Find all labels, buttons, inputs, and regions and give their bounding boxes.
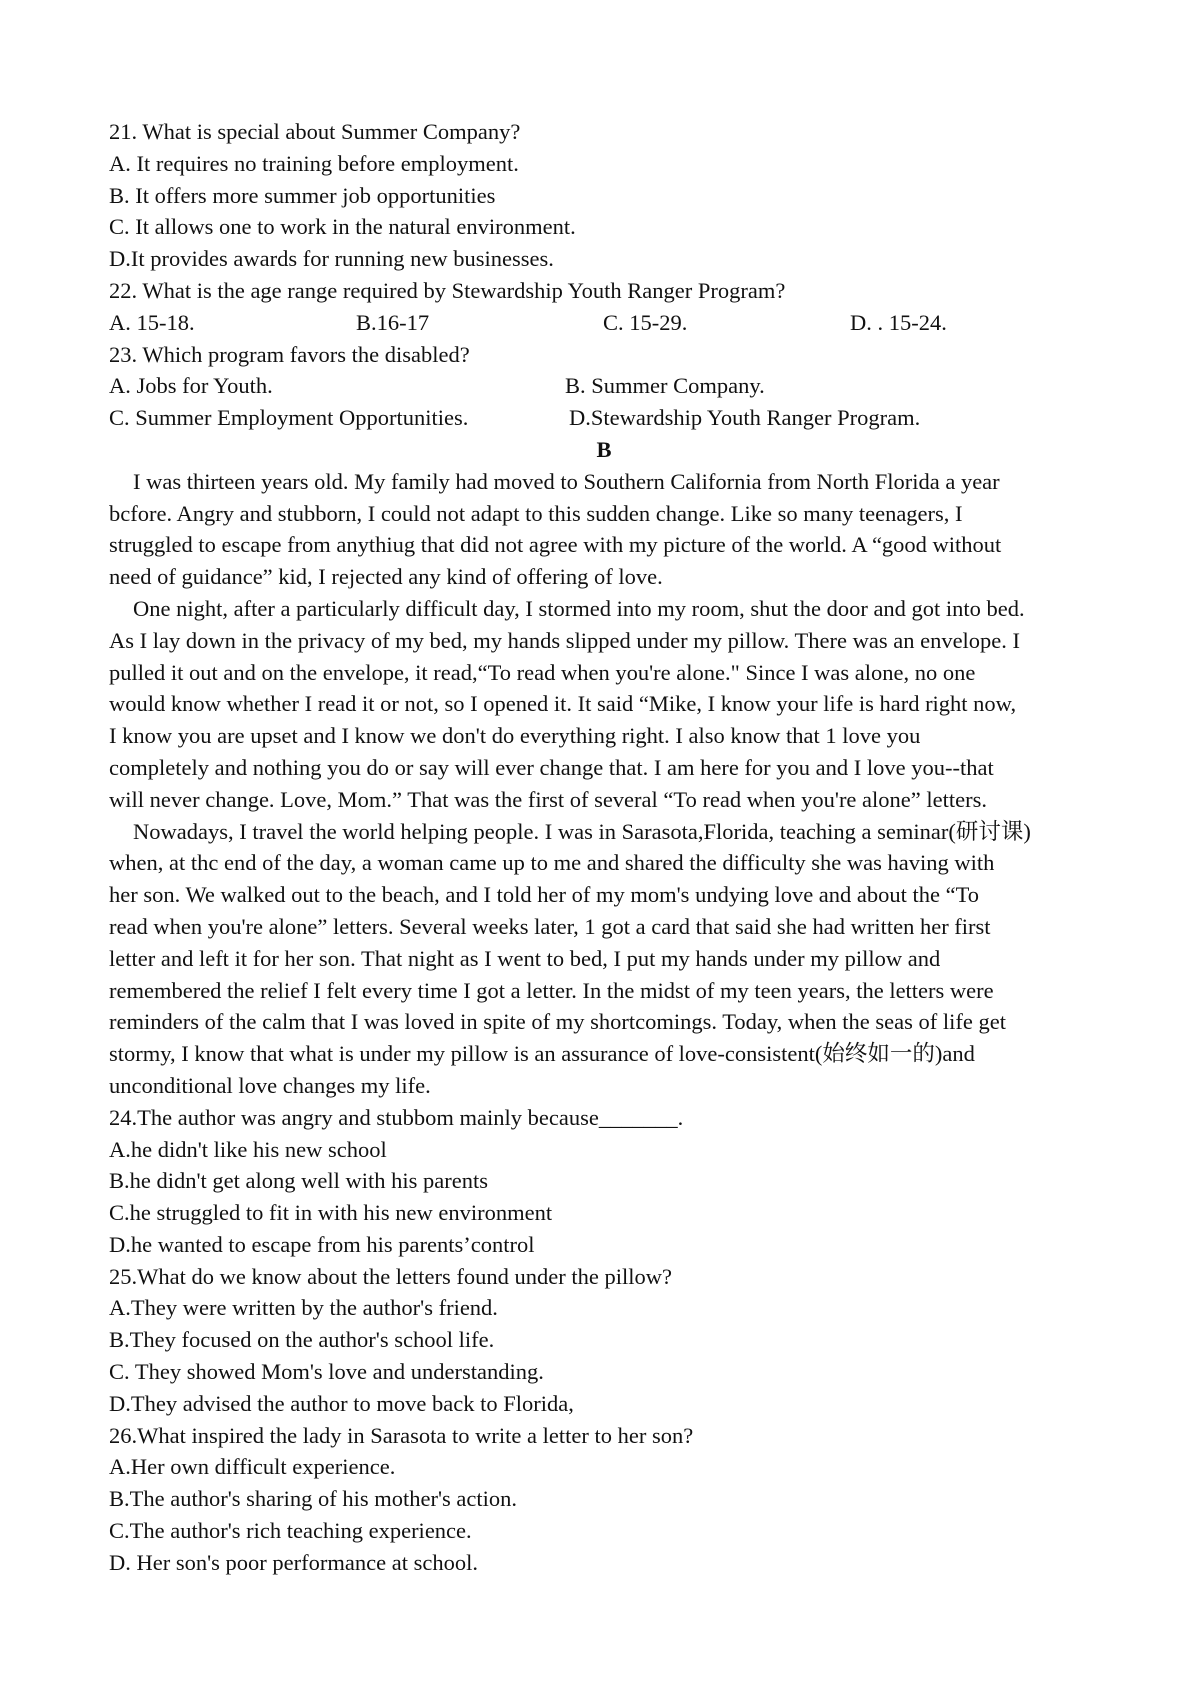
section-heading: B xyxy=(596,436,612,462)
passage-paragraph xyxy=(109,816,1109,1102)
page-content xyxy=(109,116,1109,1579)
option-d: D. Her son's poor performance at school. xyxy=(109,1549,478,1575)
passage-line: bcfore. Angry and stubborn, I could not adapt to this sudden change. Like so many teenagers, I xyxy=(109,500,963,526)
option-b: B.The author's sharing of his mother's action. xyxy=(109,1486,518,1512)
passage-line: would know whether I read it or not, so I opened it. It said “Mike, I know your life is hard right now, xyxy=(109,691,1017,717)
option-c: C. They showed Mom's love and understanding. xyxy=(109,1359,544,1385)
reading-passage xyxy=(109,466,1109,1102)
option-c: C. 15-29. xyxy=(603,309,688,335)
option-b: B. Summer Company. xyxy=(565,373,765,399)
options-row xyxy=(109,307,1109,339)
option-d: D.he wanted to escape from his parents’control xyxy=(109,1231,535,1257)
passage-line: remembered the relief I felt every time I got a letter. In the midst of my teen years, the letters were xyxy=(109,977,994,1003)
question-stem: 26.What inspired the lady in Sarasota to write a letter to her son? xyxy=(109,1422,694,1448)
option-b: B.16-17 xyxy=(356,309,430,335)
option-c: C.he struggled to fit in with his new environment xyxy=(109,1200,553,1226)
option-a: A.They were written by the author's friend. xyxy=(109,1295,498,1321)
option-d: D.Stewardship Youth Ranger Program. xyxy=(569,405,921,431)
question-stem: 24.The author was angry and stubbom mainly because_______. xyxy=(109,1104,684,1130)
passage-line: I know you are upset and I know we don't do everything right. I also know that 1 love you xyxy=(109,723,921,749)
option-a: A. It requires no training before employment. xyxy=(109,150,519,176)
question-25 xyxy=(109,1261,1109,1420)
option-b: B.he didn't get along well with his parents xyxy=(109,1168,488,1194)
option-a: A. Jobs for Youth. xyxy=(109,373,273,399)
option-a: A. 15-18. xyxy=(109,309,195,335)
question-stem: 21. What is special about Summer Company? xyxy=(109,119,521,144)
question-26 xyxy=(109,1420,1109,1579)
question-21 xyxy=(109,116,1109,275)
passage-line: her son. We walked out to the beach, and I told her of my mom's undying love and about the “To xyxy=(109,882,980,908)
options-row xyxy=(109,402,1109,434)
option-d: D.It provides awards for running new businesses. xyxy=(109,246,554,272)
passage-line: completely and nothing you do or say will ever change that. I am here for you and I love you--that xyxy=(109,754,994,780)
passage-line: need of guidance” kid, I rejected any kind of offering of love. xyxy=(109,564,663,590)
option-a: A.he didn't like his new school xyxy=(109,1136,387,1162)
question-stem: 22. What is the age range required by Stewardship Youth Ranger Program? xyxy=(109,277,786,303)
passage-line: As I lay down in the privacy of my bed, my hands slipped under my pillow. There was an envelope. I xyxy=(109,627,1021,653)
passage-line: One night, after a particularly difficult day, I stormed into my room, shut the door and got into bed. xyxy=(133,595,1025,621)
passage-paragraph xyxy=(109,466,1109,593)
question-stem: 23. Which program favors the disabled? xyxy=(109,341,470,367)
passage-line: reminders of the calm that I was loved in spite of my shortcomings. Today, when the seas of life get xyxy=(109,1009,1006,1035)
passage-line: Nowadays, I travel the world helping people. I was in Sarasota,Florida, teaching a seminar(研讨课) xyxy=(133,818,1031,844)
passage-line: unconditional love changes my life. xyxy=(109,1072,431,1098)
passage-line: read when you're alone” letters. Several weeks later, 1 got a card that said she had written her first xyxy=(109,913,991,939)
option-d: D.They advised the author to move back to Florida, xyxy=(109,1390,574,1416)
question-22 xyxy=(109,275,1109,339)
passage-paragraph xyxy=(109,593,1109,816)
passage-line: struggled to escape from anythiug that did not agree with my picture of the world. A “good without xyxy=(109,532,1002,558)
passage-line: I was thirteen years old. My family had moved to Southern California from North Florida a year xyxy=(133,468,1000,494)
option-b: B. It offers more summer job opportunities xyxy=(109,182,496,208)
option-c: C. It allows one to work in the natural environment. xyxy=(109,214,576,240)
passage-line: letter and left it for her son. That night as I went to bed, I put my hands under my pillow and xyxy=(109,945,941,971)
option-d: D. . 15-24. xyxy=(850,309,947,335)
option-b: B.They focused on the author's school life. xyxy=(109,1327,495,1353)
options-row xyxy=(109,370,1109,402)
question-23 xyxy=(109,339,1109,434)
passage-line: pulled it out and on the envelope, it read,“To read when you're alone." Since I was alone, no one xyxy=(109,659,976,685)
question-24 xyxy=(109,1102,1109,1261)
passage-line: will never change. Love, Mom.” That was the first of several “To read when you're alone” letters. xyxy=(109,786,987,812)
option-c: C.The author's rich teaching experience. xyxy=(109,1518,472,1544)
question-stem: 25.What do we know about the letters found under the pillow? xyxy=(109,1263,672,1289)
option-c: C. Summer Employment Opportunities. xyxy=(109,405,469,431)
passage-line: when, at thc end of the day, a woman came up to me and shared the difficulty she was having with xyxy=(109,850,995,876)
passage-line: stormy, I know that what is under my pillow is an assurance of love-consistent(始终如一的)and xyxy=(109,1041,975,1067)
option-a: A.Her own difficult experience. xyxy=(109,1454,396,1480)
